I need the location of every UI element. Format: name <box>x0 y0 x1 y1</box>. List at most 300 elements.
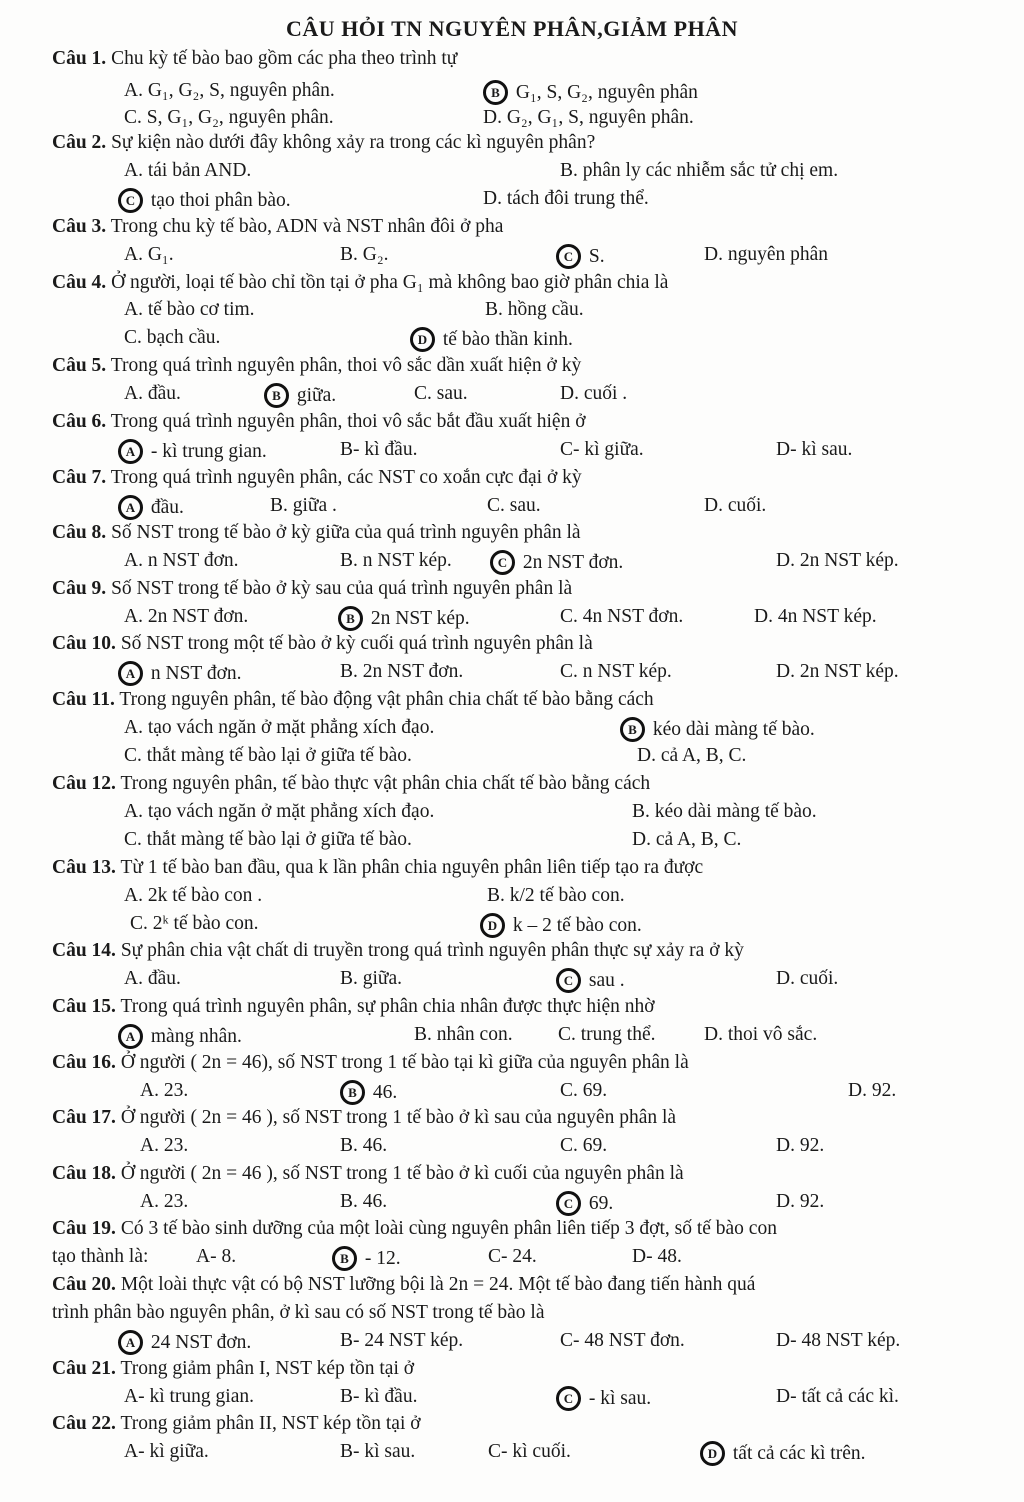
option-label: D. <box>704 244 723 265</box>
question-text: Có 3 tế bào sinh dưỡng của một loài cùng nguyên phân liên tiếp 3 đợt, số tế bào con <box>120 1218 777 1239</box>
option-label: D. <box>483 188 502 209</box>
option-label: A. <box>124 160 143 181</box>
option-text: đầu. <box>147 383 181 404</box>
answer-option <box>124 801 434 823</box>
option-text: kéo dài màng tế bào. <box>652 719 815 740</box>
option-label: C <box>556 968 581 993</box>
option-text: 8. <box>221 1246 237 1267</box>
answer-option <box>632 1246 682 1268</box>
answer-option <box>414 1024 513 1046</box>
answer-option <box>124 80 335 102</box>
option-label: B- <box>340 439 360 460</box>
option-label: A <box>118 495 143 520</box>
option-label: A. <box>124 801 143 822</box>
option-label: D. <box>754 606 773 627</box>
answer-option <box>637 745 746 767</box>
option-label: A- <box>196 1246 217 1267</box>
option-label: D. <box>560 383 579 404</box>
answer-option <box>340 550 452 572</box>
option-label: A <box>118 1024 143 1049</box>
option-text: hồng cầu. <box>507 299 584 320</box>
option-label: C. <box>558 1024 576 1045</box>
option-label: A. <box>140 1080 159 1101</box>
option-text: cuối. <box>727 495 767 516</box>
question-stem <box>52 522 581 544</box>
answer-option <box>124 885 262 907</box>
option-text: G₂, G₁, S, nguyên phân. <box>506 107 694 128</box>
question-stem <box>52 773 650 795</box>
answer-option <box>124 327 220 349</box>
option-text: tạo vách ngăn ở mặt phẳng xích đạo. <box>147 717 435 738</box>
answer-option <box>124 299 255 321</box>
option-text: nhân con. <box>436 1024 513 1045</box>
option-label: A. <box>140 1135 159 1156</box>
option-label: C- <box>560 1330 580 1351</box>
question-stem <box>52 578 572 600</box>
option-text: G₁. <box>147 244 174 265</box>
answer-option-circled <box>118 188 291 213</box>
answer-option-circled <box>620 717 815 742</box>
answer-option <box>487 495 541 517</box>
page-title: CÂU HỎI TN NGUYÊN PHÂN,GIẢM PHÂN <box>286 16 738 41</box>
answer-option <box>340 1135 387 1157</box>
question-number: Câu 8. <box>52 522 107 543</box>
answer-option <box>704 495 766 517</box>
option-label: C. <box>124 829 142 850</box>
answer-option <box>560 1135 607 1157</box>
option-text: G₁, G₂, S, nguyên phân. <box>147 80 335 101</box>
question-number: Câu 20. <box>52 1274 116 1295</box>
question-text: Trong quá trình nguyên phân, các NST co xoắn cực đại ở kỳ <box>110 467 582 488</box>
question-number: Câu 13. <box>52 857 116 878</box>
option-text: S. <box>588 246 605 267</box>
question-number: Câu 6. <box>52 411 107 432</box>
option-label: C. <box>487 495 505 516</box>
option-text: S, G₁, G₂, nguyên phân. <box>146 107 334 128</box>
answer-option <box>124 160 251 182</box>
option-label: A <box>118 1330 143 1355</box>
option-label: B <box>332 1246 357 1271</box>
option-label: C <box>556 1386 581 1411</box>
option-label: D- <box>776 439 797 460</box>
answer-option <box>560 661 672 683</box>
option-label: B. <box>270 495 288 516</box>
option-label: D <box>410 327 435 352</box>
option-text: tất cả các kì. <box>801 1386 899 1407</box>
option-text: sau. <box>436 383 468 404</box>
option-text: 2n NST đơn. <box>147 606 249 627</box>
question-text: Sự kiện nào dưới đây không xảy ra trong các kì nguyên phân? <box>111 132 596 153</box>
option-label: A. <box>124 606 143 627</box>
option-label: A. <box>124 717 143 738</box>
option-text: tái bản AND. <box>147 160 252 181</box>
question-number: Câu 18. <box>52 1163 116 1184</box>
question-number: Câu 5. <box>52 355 107 376</box>
answer-option <box>483 188 649 210</box>
answer-option <box>776 439 852 461</box>
answer-option <box>124 968 181 990</box>
option-text: 92. <box>799 1135 825 1156</box>
option-label: D. <box>776 1191 795 1212</box>
answer-option <box>776 1135 824 1157</box>
option-text: 24 NST đơn. <box>150 1332 252 1353</box>
question-number: Câu 19. <box>52 1218 116 1239</box>
answer-option <box>340 968 402 990</box>
question-stem <box>52 411 586 433</box>
option-text: tế bào cơ tim. <box>147 299 255 320</box>
question-stem <box>52 132 595 154</box>
question-text: Số NST trong tế bào ở kỳ giữa của quá trình nguyên phân là <box>111 522 581 543</box>
question-number: Câu 15. <box>52 996 116 1017</box>
option-label: B. <box>340 968 358 989</box>
question-stem <box>52 1413 421 1435</box>
answer-option-circled <box>264 383 336 408</box>
question-text: Ở người ( 2n = 46 ), số NST trong 1 tế bào ở kì sau của nguyên phân là <box>120 1107 677 1128</box>
option-text: tạo vách ngăn ở mặt phẳng xích đạo. <box>147 801 435 822</box>
option-label: D. <box>848 1080 867 1101</box>
option-text: 46. <box>372 1082 398 1103</box>
answer-option <box>560 606 683 628</box>
answer-option-circled <box>118 1330 251 1355</box>
question-text: Chu kỳ tế bào bao gồm các pha theo trình tự <box>111 48 458 69</box>
option-text: 48 NST kép. <box>801 1330 901 1351</box>
answer-option <box>340 1330 463 1352</box>
question-text: Trong giảm phân II, NST kép tồn tại ở <box>120 1413 421 1434</box>
option-label: A- <box>124 1386 145 1407</box>
question-stem <box>52 1218 777 1240</box>
question-stem <box>52 216 503 238</box>
option-text: k – 2 tế bào con. <box>512 915 642 936</box>
answer-option-circled <box>118 439 267 464</box>
question-stem <box>52 1052 689 1074</box>
answer-option <box>776 1386 899 1408</box>
answer-option-circled <box>556 1386 651 1411</box>
option-label: A. <box>124 968 143 989</box>
option-text: - 12. <box>364 1248 401 1269</box>
option-text: giữa. <box>362 968 403 989</box>
question-stem <box>52 1274 755 1296</box>
option-text: G₂. <box>362 244 389 265</box>
option-label: C- <box>560 439 580 460</box>
answer-option <box>124 717 434 739</box>
option-text: tất cả các kì trên. <box>732 1443 866 1464</box>
question-text-continued: tạo thành là: <box>52 1246 149 1267</box>
option-label: D. <box>776 661 795 682</box>
option-text: n NST đơn. <box>147 550 239 571</box>
question-number: Câu 4. <box>52 272 107 293</box>
question-text: Từ 1 tế bào ban đầu, qua k lần phân chia nguyên phân liên tiếp tạo ra được <box>120 857 704 878</box>
answer-option <box>632 801 817 823</box>
question-number: Câu 16. <box>52 1052 116 1073</box>
option-text: 46. <box>362 1191 388 1212</box>
option-label: C. <box>560 1080 578 1101</box>
option-text: đầu. <box>150 497 184 518</box>
option-text: kì sau. <box>364 1441 416 1462</box>
option-label: D. <box>776 968 795 989</box>
question-stem <box>52 1107 676 1129</box>
option-text: 48 NST đơn. <box>584 1330 685 1351</box>
answer-option-circled <box>483 80 698 105</box>
option-label: C. <box>560 606 578 627</box>
option-text: cuối . <box>583 383 628 404</box>
option-text: 2n NST kép. <box>370 608 470 629</box>
answer-option <box>124 244 174 266</box>
option-label: C. <box>130 913 148 934</box>
option-text: nguyên phân <box>727 244 829 265</box>
answer-option-circled <box>340 1080 397 1105</box>
option-text: trung thể. <box>580 1024 656 1045</box>
option-label: D. <box>637 745 656 766</box>
answer-option <box>776 1191 824 1213</box>
option-label: D <box>700 1441 725 1466</box>
option-label: B. <box>340 1135 358 1156</box>
question-text: Trong nguyên phân, tế bào động vật phân chia chất tế bào bằng cách <box>119 689 654 710</box>
question-stem <box>52 467 582 489</box>
answer-option <box>130 913 259 935</box>
option-text: kì trung gian. <box>149 1386 254 1407</box>
option-label: B. <box>340 550 358 571</box>
option-label: C <box>118 188 143 213</box>
option-label: C. <box>560 661 578 682</box>
option-label: D. <box>632 829 651 850</box>
answer-option <box>483 107 694 129</box>
option-text: kì giữa. <box>149 1441 209 1462</box>
option-text: kéo dài màng tế bào. <box>654 801 817 822</box>
option-text: giữa. <box>296 385 337 406</box>
option-text: k/2 tế bào con. <box>509 885 625 906</box>
answer-option-circled <box>118 661 242 686</box>
question-text: Số NST trong một tế bào ở kỳ cuối quá trình nguyên phân là <box>120 633 593 654</box>
option-label: C <box>490 550 515 575</box>
question-number: Câu 14. <box>52 940 116 961</box>
question-stem <box>52 857 703 879</box>
option-text: - kì sau. <box>588 1388 652 1409</box>
option-text: 2ᵏ tế bào con. <box>152 913 259 934</box>
option-label: B. <box>340 1191 358 1212</box>
answer-option <box>124 550 239 572</box>
option-label: B. <box>560 160 578 181</box>
question-text: Sự phân chia vật chất di truyền trong quá trình nguyên phân thực sự xảy ra ở kỳ <box>120 940 744 961</box>
option-text: sau . <box>588 970 625 991</box>
question-stem <box>52 1358 414 1380</box>
option-text: 24. <box>512 1246 537 1267</box>
option-text: 24 NST kép. <box>364 1330 464 1351</box>
option-label: C. <box>124 107 142 128</box>
answer-option-circled <box>118 495 184 520</box>
answer-option <box>124 829 412 851</box>
option-text: 23. <box>163 1191 189 1212</box>
answer-option <box>560 1330 685 1352</box>
option-label: C- <box>488 1441 508 1462</box>
answer-option <box>754 606 877 628</box>
question-text: Trong quá trình nguyên phân, sự phân chia nhân được thực hiện nhờ <box>120 996 655 1017</box>
answer-option <box>776 550 899 572</box>
question-number: Câu 3. <box>52 216 107 237</box>
answer-option <box>124 1441 209 1463</box>
question-text: Trong quá trình nguyên phân, thoi vô sắc dần xuất hiện ở kỳ <box>110 355 582 376</box>
option-label: A. <box>124 244 143 265</box>
option-text: 2n NST đơn. <box>522 552 624 573</box>
option-text: 2k tế bào con . <box>147 885 263 906</box>
option-text: bạch cầu. <box>146 327 221 348</box>
answer-option <box>414 383 468 405</box>
option-label: D. <box>483 107 502 128</box>
option-text: 2n NST kép. <box>799 661 899 682</box>
option-text: thoi vô sắc. <box>727 1024 818 1045</box>
option-text: sau. <box>509 495 541 516</box>
option-text: kì giữa. <box>584 439 644 460</box>
option-text: 92. <box>871 1080 897 1101</box>
option-label: B <box>340 1080 365 1105</box>
question-number: Câu 22. <box>52 1413 116 1434</box>
option-label: C. <box>414 383 432 404</box>
question-number: Câu 2. <box>52 132 107 153</box>
question-stem <box>52 996 655 1018</box>
option-label: A <box>118 439 143 464</box>
option-label: C <box>556 244 581 269</box>
answer-option <box>632 829 741 851</box>
question-text: Trong quá trình nguyên phân, thoi vô sắc bắt đầu xuất hiện ở <box>110 411 586 432</box>
option-label: A. <box>124 80 143 101</box>
answer-option <box>776 968 838 990</box>
question-stem <box>52 689 654 711</box>
option-text: thắt màng tế bào lại ở giữa tế bào. <box>146 829 412 850</box>
question-text: Một loài thực vật có bộ NST lưỡng bội là 2n = 24. Một tế bào đang tiến hành quá <box>120 1274 756 1295</box>
answer-option <box>340 439 417 461</box>
answer-option <box>488 1441 571 1463</box>
option-label: D. <box>776 550 795 571</box>
answer-option <box>340 661 463 683</box>
option-label: D <box>480 913 505 938</box>
question-stem <box>52 940 744 962</box>
question-text: Ở người ( 2n = 46), số NST trong 1 tế bào tại kì giữa của nguyên phân là <box>120 1052 689 1073</box>
option-text: n NST kép. <box>362 550 452 571</box>
option-text: n NST đơn. <box>150 663 242 684</box>
answer-option <box>704 1024 817 1046</box>
option-label: B. <box>340 661 358 682</box>
answer-option <box>196 1246 236 1268</box>
option-label: D. <box>704 495 723 516</box>
answer-option <box>848 1080 896 1102</box>
option-text: kì đầu. <box>364 1386 418 1407</box>
option-text: thắt màng tế bào lại ở giữa tế bào. <box>146 745 412 766</box>
option-label: A. <box>140 1191 159 1212</box>
answer-option <box>340 1386 417 1408</box>
option-label: B- <box>340 1386 360 1407</box>
option-text: tạo thoi phân bào. <box>150 190 291 211</box>
option-label: B. <box>487 885 505 906</box>
option-text: 46. <box>362 1135 388 1156</box>
option-label: B <box>338 606 363 631</box>
option-text: kì đầu. <box>364 439 418 460</box>
option-label: C. <box>124 745 142 766</box>
option-text: n NST kép. <box>582 661 672 682</box>
answer-option <box>340 1441 415 1463</box>
answer-option <box>560 383 627 405</box>
option-label: D- <box>632 1246 653 1267</box>
option-text: 48. <box>657 1246 682 1267</box>
option-label: A. <box>124 885 143 906</box>
question-number: Câu 21. <box>52 1358 116 1379</box>
question-text: Ở người, loại tế bào chỉ tồn tại ở pha G₁ mà không bao giờ phân chia là <box>111 272 669 293</box>
option-label: A. <box>124 550 143 571</box>
option-label: B <box>483 80 508 105</box>
option-text: 4n NST đơn. <box>582 606 684 627</box>
option-label: D- <box>776 1386 797 1407</box>
option-text: đầu. <box>147 968 181 989</box>
question-number: Câu 7. <box>52 467 107 488</box>
answer-option-circled <box>490 550 623 575</box>
answer-option <box>704 244 828 266</box>
question-text-continued: trình phân bào nguyên phân, ở kì sau có số NST trong tế bào là <box>52 1302 545 1323</box>
option-text: phân ly các nhiễm sắc tử chị em. <box>582 160 839 181</box>
option-text: 92. <box>799 1191 825 1212</box>
option-text: cả A, B, C. <box>660 745 747 766</box>
answer-option-circled <box>556 1191 613 1216</box>
option-label: B. <box>340 244 358 265</box>
answer-option-circled <box>556 968 625 993</box>
option-text: 2n NST kép. <box>799 550 899 571</box>
option-label: B. <box>414 1024 432 1045</box>
answer-option <box>488 1246 537 1268</box>
option-text: 4n NST kép. <box>777 606 877 627</box>
answer-option <box>776 1330 900 1352</box>
answer-option <box>124 107 334 129</box>
question-text: Trong chu kỳ tế bào, ADN và NST nhân đôi ở pha <box>110 216 504 237</box>
option-label: A. <box>124 299 143 320</box>
answer-option <box>124 1386 254 1408</box>
option-text: tách đôi trung thể. <box>506 188 649 209</box>
option-label: D- <box>776 1330 797 1351</box>
option-text: 69. <box>582 1135 608 1156</box>
answer-option <box>140 1080 188 1102</box>
option-text: kì sau. <box>801 439 853 460</box>
option-text: - kì trung gian. <box>150 441 267 462</box>
answer-option <box>140 1191 188 1213</box>
option-label: D. <box>776 1135 795 1156</box>
answer-option <box>124 606 248 628</box>
option-label: C. <box>560 1135 578 1156</box>
question-stem <box>52 633 593 655</box>
option-label: D. <box>704 1024 723 1045</box>
question-text: Trong nguyên phân, tế bào thực vật phân chia chất tế bào bằng cách <box>120 773 651 794</box>
option-label: A. <box>124 383 143 404</box>
question-text: Trong giảm phân I, NST kép tồn tại ở <box>120 1358 415 1379</box>
option-text: tế bào thần kinh. <box>442 329 573 350</box>
option-label: C- <box>488 1246 508 1267</box>
answer-option <box>560 1080 607 1102</box>
option-text: cuối. <box>799 968 839 989</box>
option-text: 23. <box>163 1135 189 1156</box>
question-stem <box>52 355 581 377</box>
option-label: B. <box>485 299 503 320</box>
question-text: Số NST trong tế bào ở kỳ sau của quá trình nguyên phân là <box>111 578 573 599</box>
option-label: A- <box>124 1441 145 1462</box>
answer-option-circled <box>480 913 642 938</box>
option-text: màng nhân. <box>150 1026 242 1047</box>
question-text: Ở người ( 2n = 46 ), số NST trong 1 tế bào ở kì cuối của nguyên phân là <box>120 1163 684 1184</box>
answer-option <box>340 1191 387 1213</box>
option-text: 2n NST đơn. <box>362 661 464 682</box>
option-text: G₁, S, G₂, nguyên phân <box>515 82 698 103</box>
question-number: Câu 12. <box>52 773 116 794</box>
option-text: giữa . <box>292 495 337 516</box>
option-label: B- <box>340 1441 360 1462</box>
question-stem <box>52 48 457 70</box>
answer-option-circled <box>118 1024 242 1049</box>
option-text: cả A, B, C. <box>655 829 742 850</box>
answer-option-circled <box>556 244 605 269</box>
